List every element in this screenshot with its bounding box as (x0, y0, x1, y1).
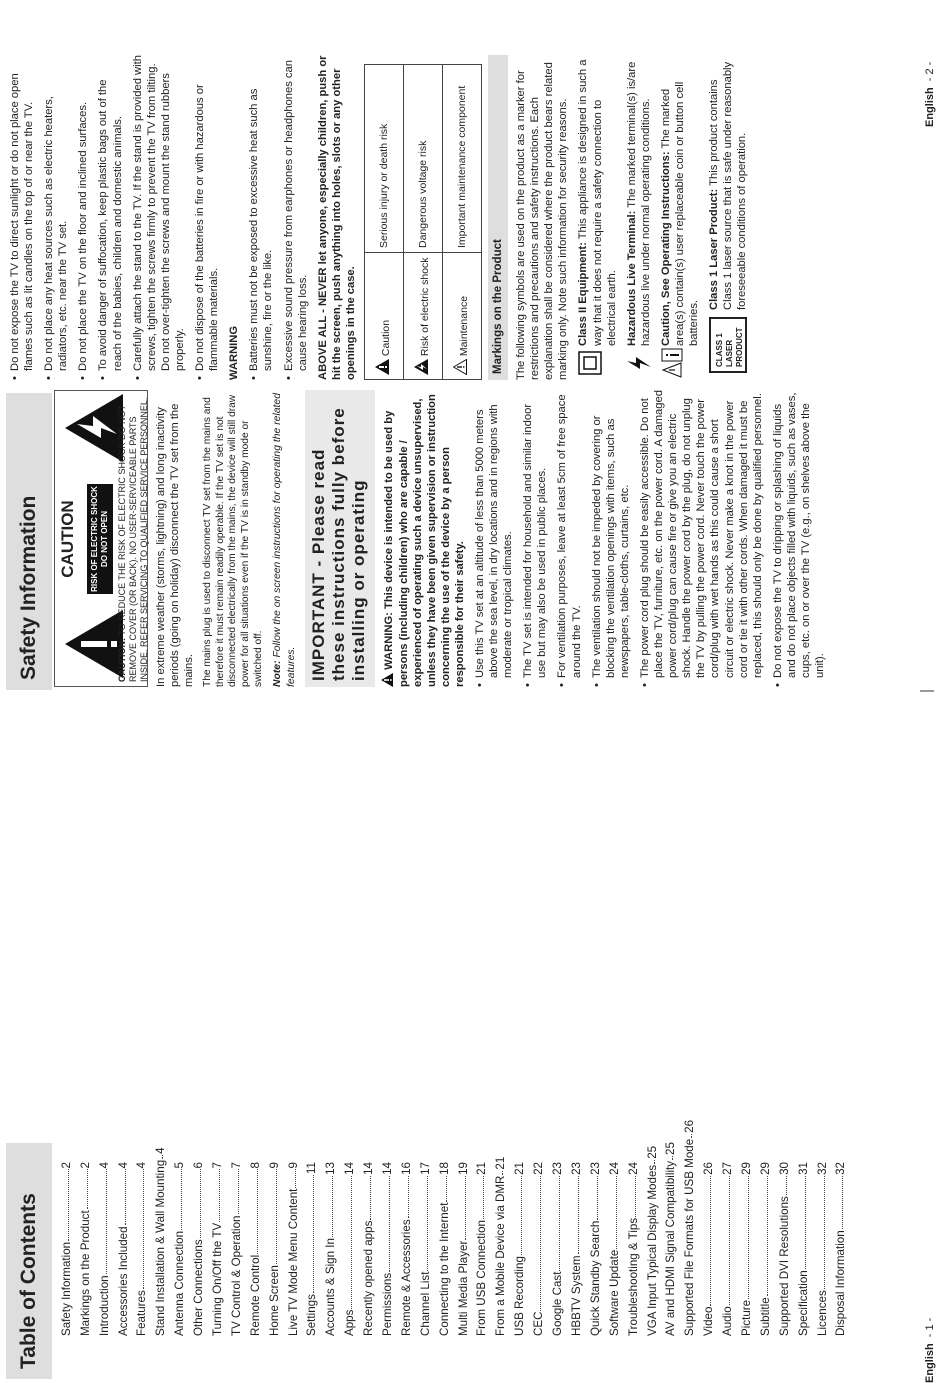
toc-entry-page: 21 (494, 1156, 508, 1170)
toc-leader-dots (483, 1176, 484, 1219)
toc-entry-page: 4 (116, 1162, 130, 1169)
toc-entry (92, 1162, 111, 1336)
caution-triangle-icon (375, 359, 389, 375)
toc-leader-dots (710, 1176, 711, 1306)
toc-leader-dots (370, 1176, 371, 1220)
footer-language: English (924, 87, 936, 127)
marking-symbol (707, 310, 749, 380)
toc-entry (337, 1162, 356, 1336)
marking-description: This product contains Class 1 laser source that is safe under reasonably foreseeable conditions of operation. (708, 61, 749, 310)
exclamation-warning-icon (63, 608, 125, 680)
marking-label: Caution, See Operating Instructions: (659, 151, 672, 346)
toc-entry-page: 13 (324, 1162, 338, 1175)
symbol-description: Important maintenance component (442, 65, 481, 253)
bullet-item: • The power cord plug should be easily accessible. Do not place the TV, furniture, etc. on the power cord. A damaged power cord/plug can cause fire or give you an electric shock. Handle the power cord by the plug, do not unplug the TV by pulling the power cord. Never touch the power cord/plug with wet hands as this could cause a short circuit or electric shock. Never make a knot in the power cord or tie it with other cords. When damaged it must be replaced, this should only be done by qualified personnel. (638, 390, 765, 687)
toc-entry-page: 7 (211, 1162, 225, 1169)
toc-entry-label: Apps (343, 1309, 357, 1336)
toc-entry (677, 1119, 697, 1336)
toc-entry-label: Stand Installation & Wall Mounting (154, 1159, 168, 1336)
toc-entry-label: TV Control & Operation (229, 1215, 243, 1336)
toc-title-bar (6, 1143, 52, 1379)
toc-entry-page: 23 (569, 1162, 583, 1175)
toc-entry-page: 32 (815, 1162, 829, 1175)
footer-page-number: - 2 - (924, 61, 936, 82)
toc-leader-dots (616, 1176, 617, 1249)
caution-banner-line-2: DO NOT OPEN (100, 511, 109, 568)
caution-note (117, 394, 150, 682)
page-table-of-contents (0, 690, 950, 1383)
toc-entry (734, 1162, 753, 1336)
toc-entry-label: Troubleshooting & Tips (626, 1217, 640, 1336)
toc-entry (243, 1162, 262, 1336)
toc-entry-label: Supported DVI Resolutions (777, 1196, 791, 1336)
toc-leader-dots (295, 1169, 296, 1187)
marking-text (625, 55, 653, 346)
toc-leader-dots (446, 1176, 447, 1202)
toc-leader-dots (181, 1169, 182, 1229)
toc-entry-label: Settings (305, 1294, 319, 1336)
symbol-table-row (364, 65, 403, 380)
toc-entry (205, 1162, 224, 1336)
lightning-warning-icon (63, 392, 125, 464)
bullet-list-column-1 (473, 390, 827, 687)
toc-entry-page: 24 (607, 1162, 621, 1175)
toc-entry (810, 1162, 829, 1336)
toc-leader-dots (521, 1176, 522, 1255)
toc-entry (583, 1162, 602, 1336)
page2-footer (924, 62, 936, 127)
safety-title-bar (6, 393, 52, 690)
caution-note-text: TO REDUCE THE RISK OF ELECTRIC SHOCK DO NOT REMOVE COVER (OR BACK). NO USER-SERVICEABLE PARTS INSIDE. REFER SERVICING TO QUALIFIED SERVICE PERSONNEL. (117, 397, 149, 682)
toc-entry-page: 9 (286, 1162, 300, 1169)
toc-entry-label: Other Connections (192, 1239, 206, 1336)
symbol-cell (403, 253, 442, 380)
toc-entry-label: From USB Connection (475, 1220, 489, 1336)
toc-leader-dots (389, 1176, 390, 1272)
footer-page-number: - 1 - (924, 1317, 936, 1338)
toc-leader-dots (672, 1156, 673, 1160)
toc-entry (659, 1142, 678, 1336)
markings-heading: Markings on the Product (488, 55, 508, 380)
toc-leader-dots (465, 1176, 466, 1240)
toc-entry-page: 14 (381, 1162, 395, 1175)
marking-label: Class 1 Laser Product: (708, 188, 721, 310)
toc-entry-page: 4 (97, 1162, 111, 1169)
toc-entry-page: 5 (173, 1162, 187, 1169)
toc-entry (715, 1162, 734, 1336)
toc-leader-dots (87, 1169, 88, 1209)
toc-entry (186, 1162, 205, 1336)
toc-entry-label: Audio (721, 1306, 735, 1336)
symbol-table (364, 64, 482, 380)
toc-entry (545, 1162, 564, 1336)
warning-heading: WARNING (228, 325, 241, 380)
toc-entry-page: 25 (664, 1142, 678, 1155)
toc-entry (148, 1147, 168, 1336)
warning-text: This device is intended to be used by persons (including children) who are capable / experienced of operating such a device unsupervised, unless they have been given supervision or instruction concerning the use of the device by a person responsible for their safety. (383, 394, 466, 687)
toc-entry-label: Quick Standby Search (588, 1220, 602, 1336)
toc-entry-page: 21 (475, 1162, 489, 1175)
toc-entry-label: Google Cast (551, 1271, 565, 1336)
toc-entry (224, 1162, 243, 1336)
toc-entry (507, 1162, 526, 1336)
class-1-laser-product-label (709, 317, 747, 373)
toc-entry-page: 32 (834, 1162, 848, 1175)
toc-leader-dots (502, 1171, 503, 1175)
toc-entry-label: Accessories Included (116, 1226, 130, 1336)
toc-entry (640, 1145, 659, 1336)
toc-entry (564, 1162, 583, 1336)
toc-entry (470, 1162, 489, 1336)
page-safety-information (0, 0, 950, 690)
toc-leader-dots (427, 1176, 428, 1271)
toc-entry-label: Disposal Information (834, 1230, 848, 1336)
marking-row (659, 55, 701, 380)
toc-entry (791, 1162, 810, 1336)
toc-entry-label: Supported File Formats for USB Mode (683, 1138, 697, 1336)
marking-description: The marked area(s) contain(s) user replaceable coin or button cell batteries. (659, 81, 701, 346)
marking-label: Class II Equipment: (577, 242, 590, 346)
bullet-item: • The ventilation should not be impeded by covering or blocking the ventilation openings with items, such as newspapers, table-cloths, curtains, etc. (590, 390, 632, 687)
toc-entry-page: 23 (551, 1162, 565, 1175)
toc-entry-label: Live TV Mode Menu Content (286, 1188, 300, 1336)
bullet-item: • Do not expose the TV to dripping or splashing of liquids and do not place objects filled with liquids, such as vases, cups, etc. on or over the TV (e.g., on shelves above the unit). (771, 390, 827, 687)
markings-intro: The following symbols are used on the product as a marker for restrictions and precautions and safety instructions. Each explanation shall be considered where the product bears related marking only. Note such information for security reasons. (515, 62, 570, 380)
toc-leader-dots (68, 1169, 69, 1240)
toc-entry-page: 11 (305, 1162, 319, 1175)
toc-entry-page: 8 (248, 1162, 262, 1169)
toc-leader-dots (748, 1176, 749, 1299)
toc-entry (772, 1162, 791, 1336)
toc-leader-dots (824, 1176, 825, 1289)
page1-footer (924, 1318, 936, 1383)
toc-entry (451, 1162, 470, 1336)
toc-entry-page: 30 (777, 1162, 791, 1175)
marking-symbol (625, 346, 653, 380)
paragraph-extreme-weather: In extreme weather (storms, lightning) and long inactivity periods (going on holiday) disconnect the TV set from the mains. (155, 403, 196, 687)
bullet-item: • Do not expose the TV to direct sunlight or do not place open flames such as lit candles on the top of or near the TV. (8, 55, 36, 380)
toc-leader-dots (276, 1169, 277, 1264)
toc-entry-page: 26 (683, 1119, 697, 1133)
symbol-table-row (442, 65, 481, 380)
toc-entry-page: 7 (229, 1162, 243, 1169)
marking-row (707, 55, 749, 380)
hazardous-live-lightning-icon (627, 354, 651, 372)
toc-entry-label: Introduction (97, 1275, 111, 1336)
toc-leader-dots (597, 1176, 598, 1220)
toc-entry (413, 1162, 432, 1336)
toc-entry-label: AV and HDMI Signal Compatibility (664, 1160, 678, 1336)
toc-entry-label: From a Mobile Device via DMR (494, 1175, 508, 1336)
toc-leader-dots (257, 1169, 258, 1253)
bullet-list-column-2b (247, 55, 309, 380)
toc-leader-dots (805, 1176, 806, 1269)
toc-entry-page: 2 (78, 1162, 92, 1169)
bullet-item: • To avoid danger of suffocation, keep plastic bags out of the reach of the babies, children and domestic animals. (96, 55, 124, 380)
toc-entry-page: 4 (135, 1162, 149, 1169)
toc-leader-dots (540, 1176, 541, 1311)
toc-entry-label: CEC (532, 1311, 546, 1336)
toc-leader-dots (408, 1176, 409, 1218)
toc-entry (300, 1162, 319, 1336)
toc-entry-label: Recently opened apps (362, 1220, 376, 1336)
toc-entry-label: Video (702, 1306, 716, 1336)
toc-entry-page: 16 (399, 1162, 413, 1175)
toc-entry-page: 24 (626, 1162, 640, 1175)
warning-triangle-icon (381, 673, 393, 687)
toc-entry-label: USB Recording (513, 1256, 527, 1336)
toc-leader-dots (219, 1169, 220, 1221)
toc-entry (356, 1162, 375, 1336)
bullet-list-column-2a (8, 55, 221, 380)
toc-entry-page: 4 (154, 1147, 168, 1154)
marking-symbol (576, 346, 618, 380)
safety-column-2 (8, 55, 755, 380)
caution-banner-line-1: RISK OF ELECTRIC SHOCK (90, 486, 99, 592)
toc-entry-label: Specification (796, 1270, 810, 1336)
toc-leader-dots (125, 1169, 126, 1225)
toc-leader-dots (842, 1176, 843, 1229)
maintenance-triangle-icon (453, 359, 467, 375)
paragraph-mains-plug: The mains plug is used to disconnect TV set from the mains and therefore it must remain readily operable. If the TV set is not disconnected electrically from the mains, the device will still draw power for all situations even if the TV is in standby mode or switched off. (202, 394, 264, 687)
toc-entry (526, 1162, 545, 1336)
markings-list (576, 55, 749, 380)
symbol-description: Serious injury or death risk (364, 65, 403, 253)
toc-entry (111, 1162, 130, 1336)
toc-entry (130, 1162, 149, 1336)
bullet-item: • Do not place any heat sources such as electric heaters, radiators, etc. near the TV set. (42, 55, 70, 380)
safety-column-1 (54, 390, 833, 687)
toc-entry-page: 18 (437, 1162, 451, 1175)
toc-entry (167, 1162, 186, 1336)
footer-language: English (924, 1343, 936, 1383)
caution-label-graphic (54, 390, 148, 687)
toc-entry-page: 31 (796, 1162, 810, 1175)
bullet-item: • Do not place the TV on the floor and inclined surfaces. (76, 55, 90, 380)
toc-leader-dots (559, 1176, 560, 1271)
toc-entry-page: 9 (267, 1162, 281, 1169)
toc-leader-dots (691, 1134, 692, 1138)
toc-entry (753, 1162, 772, 1336)
toc-entry (318, 1162, 337, 1336)
toc-entry (621, 1162, 640, 1336)
toc-entry-page: 2 (59, 1162, 73, 1169)
laser-label-line-2: LASER PRODUCT (725, 327, 745, 367)
toc-entry-label: Channel List (418, 1271, 432, 1336)
toc-leader-dots (786, 1176, 787, 1195)
toc-entry-page: 22 (532, 1162, 546, 1175)
toc-entry-page: 25 (645, 1145, 659, 1159)
above-all-paragraph: ABOVE ALL - NEVER let anyone, especially children, push or hit the screen, push anything into holes, slots or any other openings in the case. (316, 55, 357, 380)
note-paragraph (271, 390, 299, 687)
bullet-item: • For ventilation purposes, leave at least 5cm of free space around the TV. (555, 390, 583, 687)
toc-entry-label: Turning On/Off the TV (211, 1222, 225, 1336)
marking-description: This appliance is designed in such a way that it does not require a safety connection to electrical earth. (577, 59, 618, 346)
symbol-name: Caution (379, 319, 392, 357)
toc-leader-dots (767, 1176, 768, 1296)
important-heading: IMPORTANT - Please read these instructions fully before installing or operating (305, 390, 375, 687)
marking-symbol (659, 346, 701, 380)
toc-entry-label: VGA Input Typical Display Modes (645, 1164, 659, 1336)
toc-entry-page: 21 (513, 1162, 527, 1175)
toc-entry (394, 1162, 413, 1336)
toc-entry-label: Software Update (607, 1249, 621, 1336)
caution-banner (87, 484, 113, 594)
toc-entry-label: Remote Control (248, 1254, 262, 1336)
toc-entry-page: 19 (456, 1162, 470, 1175)
toc-entry-page: 23 (588, 1162, 602, 1175)
toc-leader-dots (162, 1155, 163, 1159)
toc-leader-dots (635, 1176, 636, 1217)
toc-entry (262, 1162, 281, 1336)
marking-text (576, 55, 618, 346)
toc-entry (602, 1162, 621, 1336)
toc-entry-page: 27 (721, 1162, 735, 1175)
toc-entry-label: Picture (739, 1299, 753, 1336)
toc-entry-page: 26 (702, 1162, 716, 1175)
toc-leader-dots (654, 1160, 655, 1164)
bullet-item: • Excessive sound pressure from earphones or headphones can cause hearing loss. (282, 55, 310, 380)
laser-label-line-1: CLASS 1 (715, 333, 725, 367)
toc-leader-dots (143, 1169, 144, 1289)
toc-leader-dots (578, 1176, 579, 1255)
toc-leader-dots (351, 1176, 352, 1309)
toc-title: Table of Contents (17, 1193, 40, 1369)
symbol-description: Dangerous voltage risk (403, 65, 442, 253)
note-label: Note: (272, 660, 284, 687)
bullet-item: • Use this TV set at an altitude of less than 5000 meters above the sea level, in dry locations and in regions with moderate or tropical climates. (473, 390, 515, 687)
electric-shock-triangle-icon (414, 359, 428, 375)
toc-entry-label: Multi Media Player (456, 1240, 470, 1336)
toc-leader-dots (332, 1176, 333, 1237)
marking-description: The marked terminal(s) is/are hazardous live under normal operating conditions. (625, 61, 652, 346)
toc-leader-dots (729, 1176, 730, 1305)
symbol-name: Risk of electric shock (418, 257, 431, 357)
toc-entry (696, 1162, 715, 1336)
toc-list (54, 1119, 848, 1336)
symbol-cell (364, 253, 403, 380)
toc-leader-dots (106, 1169, 107, 1274)
toc-entry (375, 1162, 394, 1336)
note-text: Follow the on screen instructions for operating the related features. (272, 393, 298, 687)
symbol-cell (442, 253, 481, 380)
toc-entry-label: Licences (815, 1290, 829, 1336)
toc-entry-label: Connecting to the Internet (437, 1202, 451, 1336)
marking-row (625, 55, 653, 380)
warning-paragraph (381, 390, 467, 687)
toc-entry-label: HBBTV System (569, 1255, 583, 1336)
toc-entry-page: 29 (739, 1162, 753, 1175)
toc-entry-label: Markings on the Product (78, 1210, 92, 1336)
toc-leader-dots (200, 1169, 201, 1238)
toc-entry (54, 1162, 73, 1336)
toc-entry-label: Home Screen (267, 1265, 281, 1336)
toc-entry-page: 17 (418, 1162, 432, 1175)
marking-text (659, 55, 701, 346)
see-instructions-book-icon (661, 348, 683, 378)
toc-entry-page: 14 (343, 1162, 357, 1175)
toc-leader-dots (238, 1169, 239, 1214)
symbol-table-row (403, 65, 442, 380)
toc-entry (829, 1162, 848, 1336)
caution-note-label: CAUTION: (117, 638, 127, 682)
class-ii-double-square-icon (578, 351, 602, 375)
toc-entry (281, 1162, 300, 1336)
marking-row (576, 55, 618, 380)
toc-entry-label: Permissions (381, 1272, 395, 1336)
marking-text (707, 55, 749, 310)
bullet-item: • The TV set is intended for household and similar indoor use but may also be used in public places. (521, 390, 549, 687)
toc-leader-dots (313, 1175, 314, 1293)
toc-entry (73, 1162, 92, 1336)
bullet-item: • Carefully attach the stand to the TV. If the stand is provided with screws, tighten the screws firmly to prevent the TV from tilting. Do not over-tighten the screws and mount the stand rubbers properly. (131, 55, 187, 380)
warning-label: WARNING: (383, 612, 396, 670)
bullet-item: • Batteries must not be exposed to excessive heat such as sunshine, fire or the like. (247, 55, 275, 380)
caution-word: CAUTION (58, 500, 77, 578)
toc-entry-label: Antenna Connection (173, 1230, 187, 1336)
toc-entry-label: Safety Information (59, 1241, 73, 1336)
toc-entry (432, 1162, 451, 1336)
toc-entry-page: 29 (758, 1162, 772, 1175)
toc-entry (488, 1156, 508, 1336)
toc-entry-page: 6 (192, 1162, 206, 1169)
bullet-item: • Do not dispose of the batteries in fire or with hazardous or flammable materials. (193, 55, 221, 380)
toc-entry-page: 14 (362, 1162, 376, 1175)
marking-label: Hazardous Live Terminal: (625, 210, 638, 346)
toc-entry-label: Features (135, 1290, 149, 1336)
symbol-name: Maintenance (457, 295, 470, 357)
toc-entry-label: Accounts & Sign In (324, 1238, 338, 1336)
safety-title: Safety Information (17, 495, 40, 680)
toc-entry-label: Subtitle (758, 1297, 772, 1336)
toc-entry-label: Remote & Accessories (399, 1219, 413, 1336)
